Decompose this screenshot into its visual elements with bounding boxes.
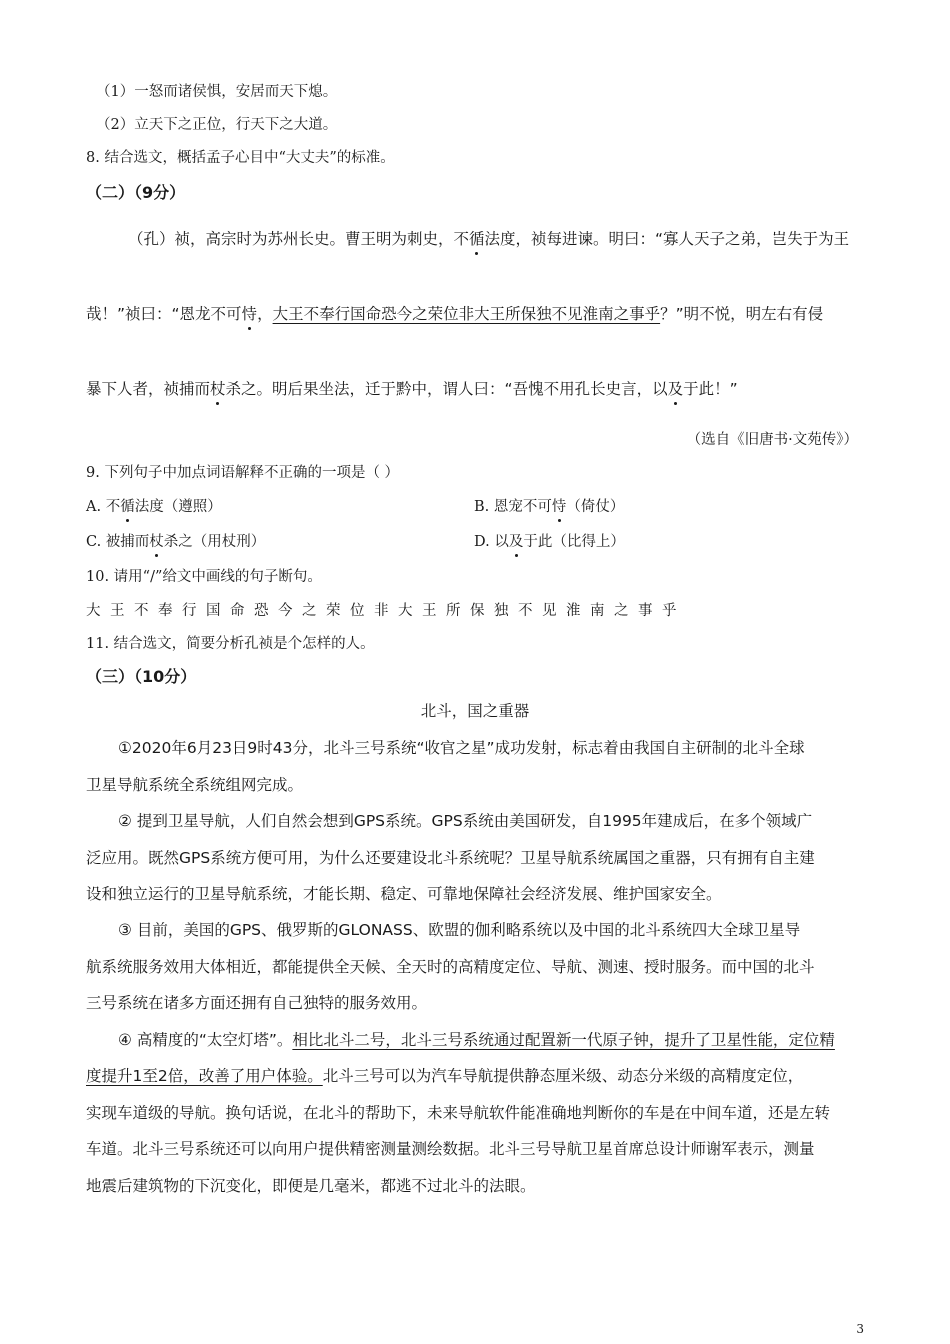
classical-text-line-3: [86, 377, 738, 399]
para-4-line-3: 实现车道级的导航。换句话说，在北斗的帮助下，未来导航软件能准确地判断你的车是在中间车道，还是左转: [86, 1104, 831, 1122]
para-3-line-2: 航系统服务效用大体相近，都能提供全天候、全天时的高精度定位、导航、测速、授时服务。而中国的北斗: [86, 958, 815, 976]
para-4-line-1: [118, 1028, 835, 1050]
text-span: D. 以: [474, 534, 509, 550]
classical-text-line-1: [128, 227, 849, 249]
para-4-line-5: 地震后建筑物的下沉变化，即便是几毫米，都逃不过北斗的法眼。: [86, 1177, 536, 1195]
text-span: C. 被捕而: [86, 534, 150, 550]
question-11: 11. 结合选文，简要分析孔祯是个怎样的人。: [86, 636, 375, 652]
page-number: 3: [856, 1322, 864, 1336]
dotted-word: 及: [509, 530, 524, 551]
dotted-word: 循: [120, 495, 135, 516]
dotted-word: 杖: [149, 530, 164, 551]
text-span: ④ 高精度的“太空灯塔”。: [118, 1031, 293, 1049]
text-span: （孔）祯，高宗时为苏州长史。曹王明为刺史，不: [128, 230, 470, 248]
para-3-line-3: 三号系统在诸多方面还拥有自己独特的服务效用。: [86, 994, 428, 1012]
question-10: 10. 请用“/”给文中画线的句子断句。: [86, 569, 322, 585]
underlined-sentence: 度提升1至2倍，改善了用户体验。: [86, 1067, 323, 1085]
text-span: 暴下人者，祯捕而: [86, 380, 211, 398]
option-b: [474, 495, 624, 516]
para-1-line-2: 卫星导航系统全系统组网完成。: [86, 776, 304, 794]
classical-text-line-2: [86, 302, 823, 324]
text-span: 法度，祯每进谏。明曰：“寡人天子之弟，岂失于为王: [484, 230, 850, 248]
question-8: 8. 结合选文，概括孟子心目中“大丈夫”的标准。: [86, 150, 395, 166]
para-4-line-2: [86, 1064, 803, 1086]
para-4-line-4: 车道。北斗三号系统还可以向用户提供精密测量测绘数据。北斗三号导航卫星首席总设计师谢军表示，测量: [86, 1140, 815, 1158]
sentence-to-punctuate: 大王不奉行国命恐今之荣位非大王所保独不见淮南之事乎: [86, 603, 686, 619]
section-2-heading: （二）（9分）: [86, 183, 186, 202]
text-span: A. 不: [86, 499, 121, 515]
section-3-heading: （三）（10分）: [86, 667, 197, 686]
text-span: 杀之。明后果坐法，迁于黔中，谓人曰：“吾愧不用孔长史言，以: [225, 380, 668, 398]
text-span: 北斗三号可以为汽车导航提供静态厘米级、动态分米级的高精度定位，: [322, 1067, 804, 1085]
option-c: [86, 530, 265, 551]
article-title: 北斗，国之重器: [420, 702, 530, 720]
question-9: 9. 下列句子中加点词语解释不正确的一项是（ ）: [86, 465, 400, 481]
text-span: B. 恩宠不可: [474, 499, 552, 515]
text-span: ？”明不悦，明左右有侵: [660, 305, 824, 323]
underlined-sentence: 大王不奉行国命恐今之荣位非大王所保独不见淮南之事乎: [272, 305, 661, 323]
dotted-word: 恃: [552, 495, 567, 516]
para-2-line-3: 设和独立运行的卫星导航系统，才能长期、稳定、可靠地保障社会经济发展、维护国家安全。: [86, 885, 722, 903]
dotted-word: 恃: [242, 302, 258, 324]
para-2-line-2: 泛应用。既然GPS系统方便可用，为什么还要建设北斗系统呢？卫星导航系统属国之重器，只有拥有自主建: [86, 849, 815, 867]
couplet-line-1: （1）一怒而诸侯惧，安居而天下熄。: [96, 84, 338, 100]
para-1-line-1: ①2020年6月23日9时43分，北斗三号系统“收官之星”成功发射，标志着由我国自主研制的北斗全球: [118, 739, 805, 757]
text-span: 哉！”祯曰：“恩龙不可: [86, 305, 242, 323]
text-span: ，: [257, 305, 273, 323]
dotted-word: 循: [469, 227, 485, 249]
option-a: [86, 495, 222, 516]
para-3-line-1: ③ 目前，美国的GPS、俄罗斯的GLONASS、欧盟的伽利略系统以及中国的北斗系统四大全球卫星导: [118, 921, 801, 939]
text-span: 法度（遵照）: [134, 499, 222, 515]
text-span: 于此！”: [683, 380, 738, 398]
option-d: [474, 530, 625, 551]
text-span: 于此（比得上）: [523, 534, 625, 550]
para-2-line-1: ② 提到卫星导航，人们自然会想到GPS系统。GPS系统由美国研发，自1995年建成后，在多个领域广: [118, 812, 813, 830]
text-span: （倚仗）: [566, 499, 625, 515]
dotted-word: 及: [668, 377, 684, 399]
dotted-word: 杖: [210, 377, 226, 399]
source-citation: （选自《旧唐书·文苑传》）: [686, 432, 858, 448]
couplet-line-2: （2）立天下之正位，行天下之大道。: [96, 117, 338, 133]
underlined-sentence: 相比北斗二号，北斗三号系统通过配置新一代原子钟，提升了卫星性能，定位精: [292, 1031, 835, 1049]
text-span: 杀之（用杖刑）: [163, 534, 266, 550]
